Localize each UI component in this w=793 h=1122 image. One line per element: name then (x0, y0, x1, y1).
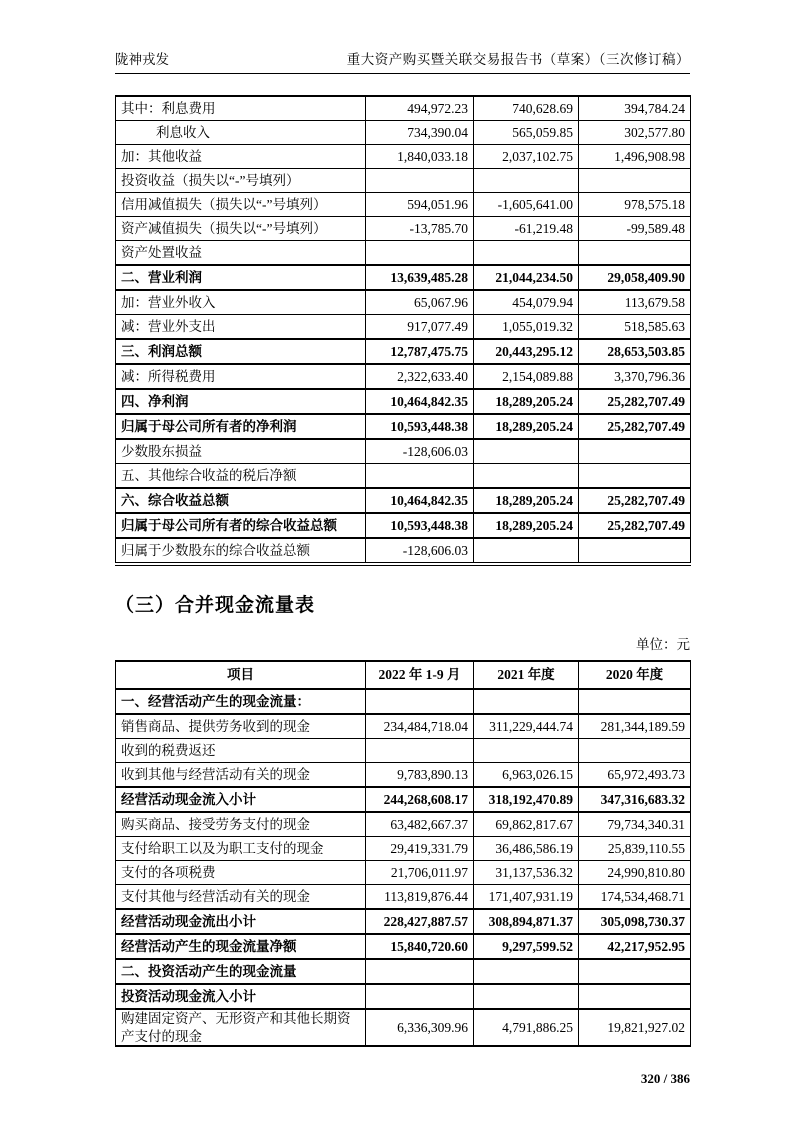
row-value: 24,990,810.80 (579, 861, 691, 885)
page-header (115, 48, 690, 74)
row-value: 6,963,026.15 (474, 763, 579, 788)
table-row (116, 909, 691, 934)
column-header: 项目 (116, 661, 366, 689)
table-row (116, 193, 691, 217)
row-label: 信用减值损失（损失以“-”号填列） (116, 193, 366, 217)
row-value: 734,390.04 (366, 121, 474, 145)
table-row (116, 812, 691, 837)
row-value (366, 169, 474, 193)
table-row (116, 513, 691, 538)
row-value: 565,059.85 (474, 121, 579, 145)
row-value: 25,282,707.49 (579, 414, 691, 439)
row-label: 购建固定资产、无形资产和其他长期资产支付的现金 (116, 1009, 366, 1046)
row-value: 281,344,189.59 (579, 714, 691, 739)
row-value (366, 739, 474, 763)
table-row (116, 389, 691, 414)
row-value: 63,482,667.37 (366, 812, 474, 837)
column-header: 2021 年度 (474, 661, 579, 689)
row-value (579, 169, 691, 193)
income-statement-table (115, 95, 691, 566)
row-value: 18,289,205.24 (474, 389, 579, 414)
unit-label: 单位：元 (636, 637, 690, 652)
row-value: 28,653,503.85 (579, 339, 691, 364)
table-row (116, 689, 691, 714)
table-row (116, 96, 691, 121)
row-value (366, 464, 474, 489)
row-value: 2,322,633.40 (366, 364, 474, 389)
row-label: 经营活动现金流入小计 (116, 787, 366, 812)
table-row (116, 1009, 691, 1046)
row-value: 174,534,468.71 (579, 885, 691, 910)
row-value (474, 689, 579, 714)
column-header: 2022 年 1-9 月 (366, 661, 474, 689)
table-row (116, 364, 691, 389)
row-value: 6,336,309.96 (366, 1009, 474, 1046)
row-value: 9,297,599.52 (474, 934, 579, 959)
table-row (116, 339, 691, 364)
table-row (116, 538, 691, 564)
table-row (116, 934, 691, 959)
row-label: 一、经营活动产生的现金流量： (116, 689, 366, 714)
table-row (116, 265, 691, 290)
row-label: 购买商品、接受劳务支付的现金 (116, 812, 366, 837)
row-value (474, 739, 579, 763)
row-value (579, 984, 691, 1009)
row-value: 42,217,952.95 (579, 934, 691, 959)
row-value: 20,443,295.12 (474, 339, 579, 364)
row-label: 支付给职工以及为职工支付的现金 (116, 837, 366, 861)
table-row (116, 861, 691, 885)
income-statement-body (116, 96, 691, 564)
row-value (474, 959, 579, 984)
row-label: 经营活动现金流出小计 (116, 909, 366, 934)
row-value: 394,784.24 (579, 96, 691, 121)
table-row (116, 787, 691, 812)
row-value: 234,484,718.04 (366, 714, 474, 739)
row-value (579, 959, 691, 984)
row-label: 二、营业利润 (116, 265, 366, 290)
row-value (579, 439, 691, 464)
row-value: 19,821,927.02 (579, 1009, 691, 1046)
row-label: 销售商品、提供劳务收到的现金 (116, 714, 366, 739)
table-row (116, 488, 691, 513)
row-value: 65,067.96 (366, 290, 474, 315)
table-row (116, 714, 691, 739)
row-label: 归属于母公司所有者的综合收益总额 (116, 513, 366, 538)
row-value: 25,282,707.49 (579, 513, 691, 538)
row-label: 加：营业外收入 (116, 290, 366, 315)
row-label: 资产减值损失（损失以“-”号填列） (116, 217, 366, 241)
row-label: 二、投资活动产生的现金流量 (116, 959, 366, 984)
row-value: -99,589.48 (579, 217, 691, 241)
row-label: 少数股东损益 (116, 439, 366, 464)
row-value: 3,370,796.36 (579, 364, 691, 389)
row-value: 244,268,608.17 (366, 787, 474, 812)
row-value (366, 241, 474, 266)
row-value: 228,427,887.57 (366, 909, 474, 934)
header-company-name: 陇神戎发 (115, 52, 169, 67)
table-row (116, 984, 691, 1009)
row-label: 支付的各项税费 (116, 861, 366, 885)
table-row (116, 241, 691, 266)
row-value: 18,289,205.24 (474, 488, 579, 513)
row-value: 10,464,842.35 (366, 389, 474, 414)
table-row (116, 439, 691, 464)
row-value: 917,077.49 (366, 315, 474, 340)
row-value: 18,289,205.24 (474, 513, 579, 538)
row-value: -128,606.03 (366, 538, 474, 564)
row-value (579, 241, 691, 266)
row-label: 收到的税费返还 (116, 739, 366, 763)
row-value: 29,419,331.79 (366, 837, 474, 861)
row-value: 15,840,720.60 (366, 934, 474, 959)
row-value: 494,972.23 (366, 96, 474, 121)
row-value: 302,577.80 (579, 121, 691, 145)
cash-flow-body (116, 689, 691, 1046)
table-row (116, 315, 691, 340)
row-value: 25,282,707.49 (579, 389, 691, 414)
row-value: 79,734,340.31 (579, 812, 691, 837)
row-label: 归属于母公司所有者的净利润 (116, 414, 366, 439)
row-value (366, 959, 474, 984)
row-value: 1,840,033.18 (366, 145, 474, 169)
row-label: 加：其他收益 (116, 145, 366, 169)
table-row (116, 959, 691, 984)
row-value (474, 464, 579, 489)
table-row (116, 763, 691, 788)
row-value: 25,282,707.49 (579, 488, 691, 513)
table-row (116, 414, 691, 439)
row-value: 13,639,485.28 (366, 265, 474, 290)
row-label: 经营活动产生的现金流量净额 (116, 934, 366, 959)
row-value (474, 169, 579, 193)
row-value: 65,972,493.73 (579, 763, 691, 788)
row-value: 113,679.58 (579, 290, 691, 315)
cash-flow-table (115, 660, 691, 1047)
row-value (366, 689, 474, 714)
row-value (579, 464, 691, 489)
row-value: -1,605,641.00 (474, 193, 579, 217)
row-value: 347,316,683.32 (579, 787, 691, 812)
table-row (116, 837, 691, 861)
row-value: 4,791,886.25 (474, 1009, 579, 1046)
row-value: 10,464,842.35 (366, 488, 474, 513)
row-value: 518,585.63 (579, 315, 691, 340)
row-value: 171,407,931.19 (474, 885, 579, 910)
row-label: 六、综合收益总额 (116, 488, 366, 513)
row-value: 978,575.18 (579, 193, 691, 217)
row-value: 21,706,011.97 (366, 861, 474, 885)
cash-flow-header-row (116, 661, 691, 689)
row-value: 31,137,536.32 (474, 861, 579, 885)
table-row (116, 739, 691, 763)
row-value: 18,289,205.24 (474, 414, 579, 439)
row-value: 21,044,234.50 (474, 265, 579, 290)
row-label: 减：所得税费用 (116, 364, 366, 389)
row-label: 投资活动现金流入小计 (116, 984, 366, 1009)
row-value (366, 984, 474, 1009)
header-report-title: 重大资产购买暨关联交易报告书（草案）（三次修订稿） (346, 52, 690, 67)
row-value: 2,154,089.88 (474, 364, 579, 389)
row-value (579, 739, 691, 763)
row-value: 25,839,110.55 (579, 837, 691, 861)
row-label: 其中：利息费用 (116, 96, 366, 121)
row-value: 1,055,019.32 (474, 315, 579, 340)
table-row (116, 217, 691, 241)
row-label: 减：营业外支出 (116, 315, 366, 340)
table-row (116, 169, 691, 193)
section-title: （三）合并现金流量表 (115, 595, 316, 616)
row-value: 12,787,475.75 (366, 339, 474, 364)
row-label: 利息收入 (116, 121, 366, 145)
row-value (579, 689, 691, 714)
row-label: 五、其他综合收益的税后净额 (116, 464, 366, 489)
row-value: 594,051.96 (366, 193, 474, 217)
row-label: 三、利润总额 (116, 339, 366, 364)
row-value: 10,593,448.38 (366, 513, 474, 538)
table-row (116, 145, 691, 169)
table-row (116, 885, 691, 910)
row-value: 454,079.94 (474, 290, 579, 315)
row-value: -128,606.03 (366, 439, 474, 464)
row-value: -13,785.70 (366, 217, 474, 241)
column-header: 2020 年度 (579, 661, 691, 689)
row-value (474, 241, 579, 266)
row-value: 1,496,908.98 (579, 145, 691, 169)
row-value: 113,819,876.44 (366, 885, 474, 910)
row-label: 支付其他与经营活动有关的现金 (116, 885, 366, 910)
table-row (116, 464, 691, 489)
row-value: -61,219.48 (474, 217, 579, 241)
row-label: 投资收益（损失以“-”号填列） (116, 169, 366, 193)
row-value (579, 538, 691, 564)
table-row (116, 121, 691, 145)
row-label: 四、净利润 (116, 389, 366, 414)
row-label: 资产处置收益 (116, 241, 366, 266)
row-value (474, 984, 579, 1009)
row-value: 305,098,730.37 (579, 909, 691, 934)
row-value: 10,593,448.38 (366, 414, 474, 439)
row-value: 308,894,871.37 (474, 909, 579, 934)
row-value (474, 538, 579, 564)
row-label: 收到其他与经营活动有关的现金 (116, 763, 366, 788)
row-value: 9,783,890.13 (366, 763, 474, 788)
row-value: 2,037,102.75 (474, 145, 579, 169)
row-value: 318,192,470.89 (474, 787, 579, 812)
page-number: 320 / 386 (640, 1071, 690, 1087)
table-row (116, 290, 691, 315)
row-value: 36,486,586.19 (474, 837, 579, 861)
row-value: 740,628.69 (474, 96, 579, 121)
row-label: 归属于少数股东的综合收益总额 (116, 538, 366, 564)
row-value (474, 439, 579, 464)
row-value: 69,862,817.67 (474, 812, 579, 837)
row-value: 29,058,409.90 (579, 265, 691, 290)
row-value: 311,229,444.74 (474, 714, 579, 739)
